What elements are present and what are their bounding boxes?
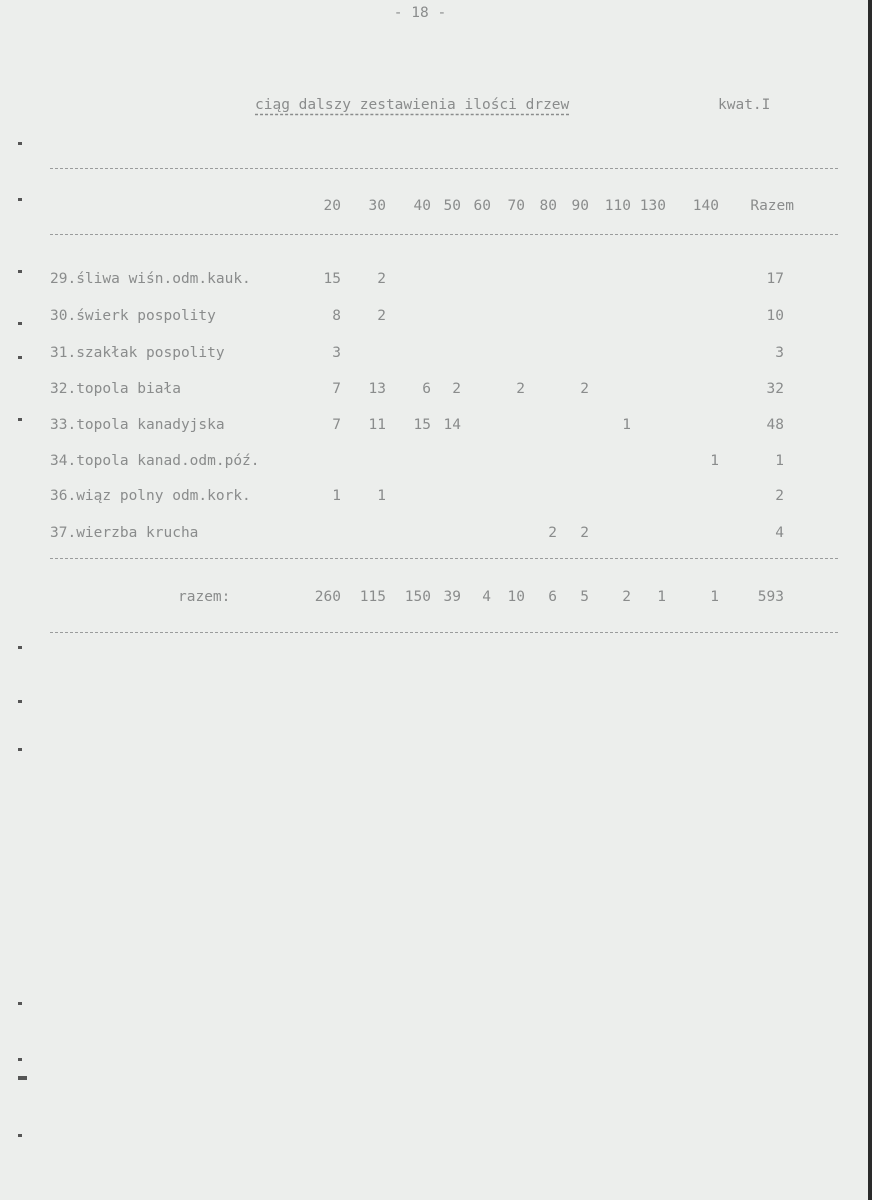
- margin-mark: [18, 1002, 22, 1005]
- summary-cell: 260: [314, 589, 341, 605]
- table-cell: 13: [368, 381, 386, 397]
- margin-mark: [18, 198, 22, 201]
- summary-cell: 5: [580, 589, 589, 605]
- margin-mark: [18, 700, 22, 703]
- table-cell: 1: [622, 417, 631, 433]
- row-total: 4: [775, 525, 784, 541]
- rule-bottom: [50, 632, 838, 633]
- rule-above-summary: [50, 558, 838, 559]
- column-header: 40: [413, 198, 431, 214]
- row-total: 32: [766, 381, 784, 397]
- quarter-label: kwat.I: [718, 97, 771, 113]
- table-cell: 8: [332, 308, 341, 324]
- table-cell: 1: [710, 453, 719, 469]
- margin-mark: [18, 356, 22, 359]
- page-number: - 18 -: [393, 5, 447, 21]
- row-label: 31.szakłak pospolity: [50, 345, 225, 361]
- summary-total: 593: [757, 589, 784, 605]
- row-total: 2: [775, 488, 784, 504]
- margin-mark: [18, 142, 22, 145]
- summary-cell: 39: [443, 589, 461, 605]
- margin-mark: [18, 1058, 22, 1061]
- table-cell: 14: [443, 417, 461, 433]
- table-cell: 11: [368, 417, 386, 433]
- margin-mark: [18, 748, 22, 751]
- margin-mark: [18, 270, 22, 273]
- row-label: 30.świerk pospolity: [50, 308, 216, 324]
- summary-cell: 2: [622, 589, 631, 605]
- summary-cell: 10: [507, 589, 525, 605]
- margin-mark: [18, 418, 22, 421]
- margin-mark: [18, 646, 22, 649]
- column-header: 140: [692, 198, 719, 214]
- summary-cell: 4: [482, 589, 491, 605]
- table-cell: 2: [377, 271, 386, 287]
- column-header: 130: [639, 198, 666, 214]
- column-header: 70: [507, 198, 525, 214]
- table-cell: 1: [377, 488, 386, 504]
- column-header: 60: [473, 198, 491, 214]
- column-header: 90: [571, 198, 589, 214]
- row-label: 37.wierzba krucha: [50, 525, 199, 541]
- table-cell: 2: [548, 525, 557, 541]
- table-cell: 2: [580, 381, 589, 397]
- summary-cell: 6: [548, 589, 557, 605]
- table-heading: ciąg dalszy zestawienia ilości drzew: [255, 97, 570, 113]
- row-label: 36.wiąz polny odm.kork.: [50, 488, 251, 504]
- table-cell: 7: [332, 417, 341, 433]
- summary-cell: 150: [404, 589, 431, 605]
- table-cell: 2: [452, 381, 461, 397]
- total-column-header: Razem: [750, 198, 794, 214]
- margin-mark: [18, 1134, 22, 1137]
- table-cell: 2: [580, 525, 589, 541]
- row-total: 17: [766, 271, 784, 287]
- table-cell: 2: [516, 381, 525, 397]
- table-cell: 15: [323, 271, 341, 287]
- summary-cell: 115: [359, 589, 386, 605]
- summary-cell: 1: [710, 589, 719, 605]
- table-cell: 2: [377, 308, 386, 324]
- margin-mark: [18, 1076, 27, 1080]
- summary-label: razem:: [178, 589, 231, 605]
- row-total: 48: [766, 417, 784, 433]
- column-header: 50: [443, 198, 461, 214]
- table-cell: 15: [413, 417, 431, 433]
- row-total: 1: [775, 453, 784, 469]
- margin-mark: [18, 322, 22, 325]
- column-header: 20: [323, 198, 341, 214]
- table-cell: 6: [422, 381, 431, 397]
- table-cell: 1: [332, 488, 341, 504]
- column-header: 110: [604, 198, 631, 214]
- row-label: 29.śliwa wiśn.odm.kauk.: [50, 271, 251, 287]
- row-total: 3: [775, 345, 784, 361]
- table-cell: 3: [332, 345, 341, 361]
- rule-top: [50, 168, 838, 169]
- row-total: 10: [766, 308, 784, 324]
- row-label: 33.topola kanadyjska: [50, 417, 225, 433]
- rule-below-header: [50, 234, 838, 235]
- row-label: 34.topola kanad.odm.póź.: [50, 453, 260, 469]
- table-cell: 7: [332, 381, 341, 397]
- column-header: 30: [368, 198, 386, 214]
- summary-cell: 1: [657, 589, 666, 605]
- row-label: 32.topola biała: [50, 381, 181, 397]
- column-header: 80: [539, 198, 557, 214]
